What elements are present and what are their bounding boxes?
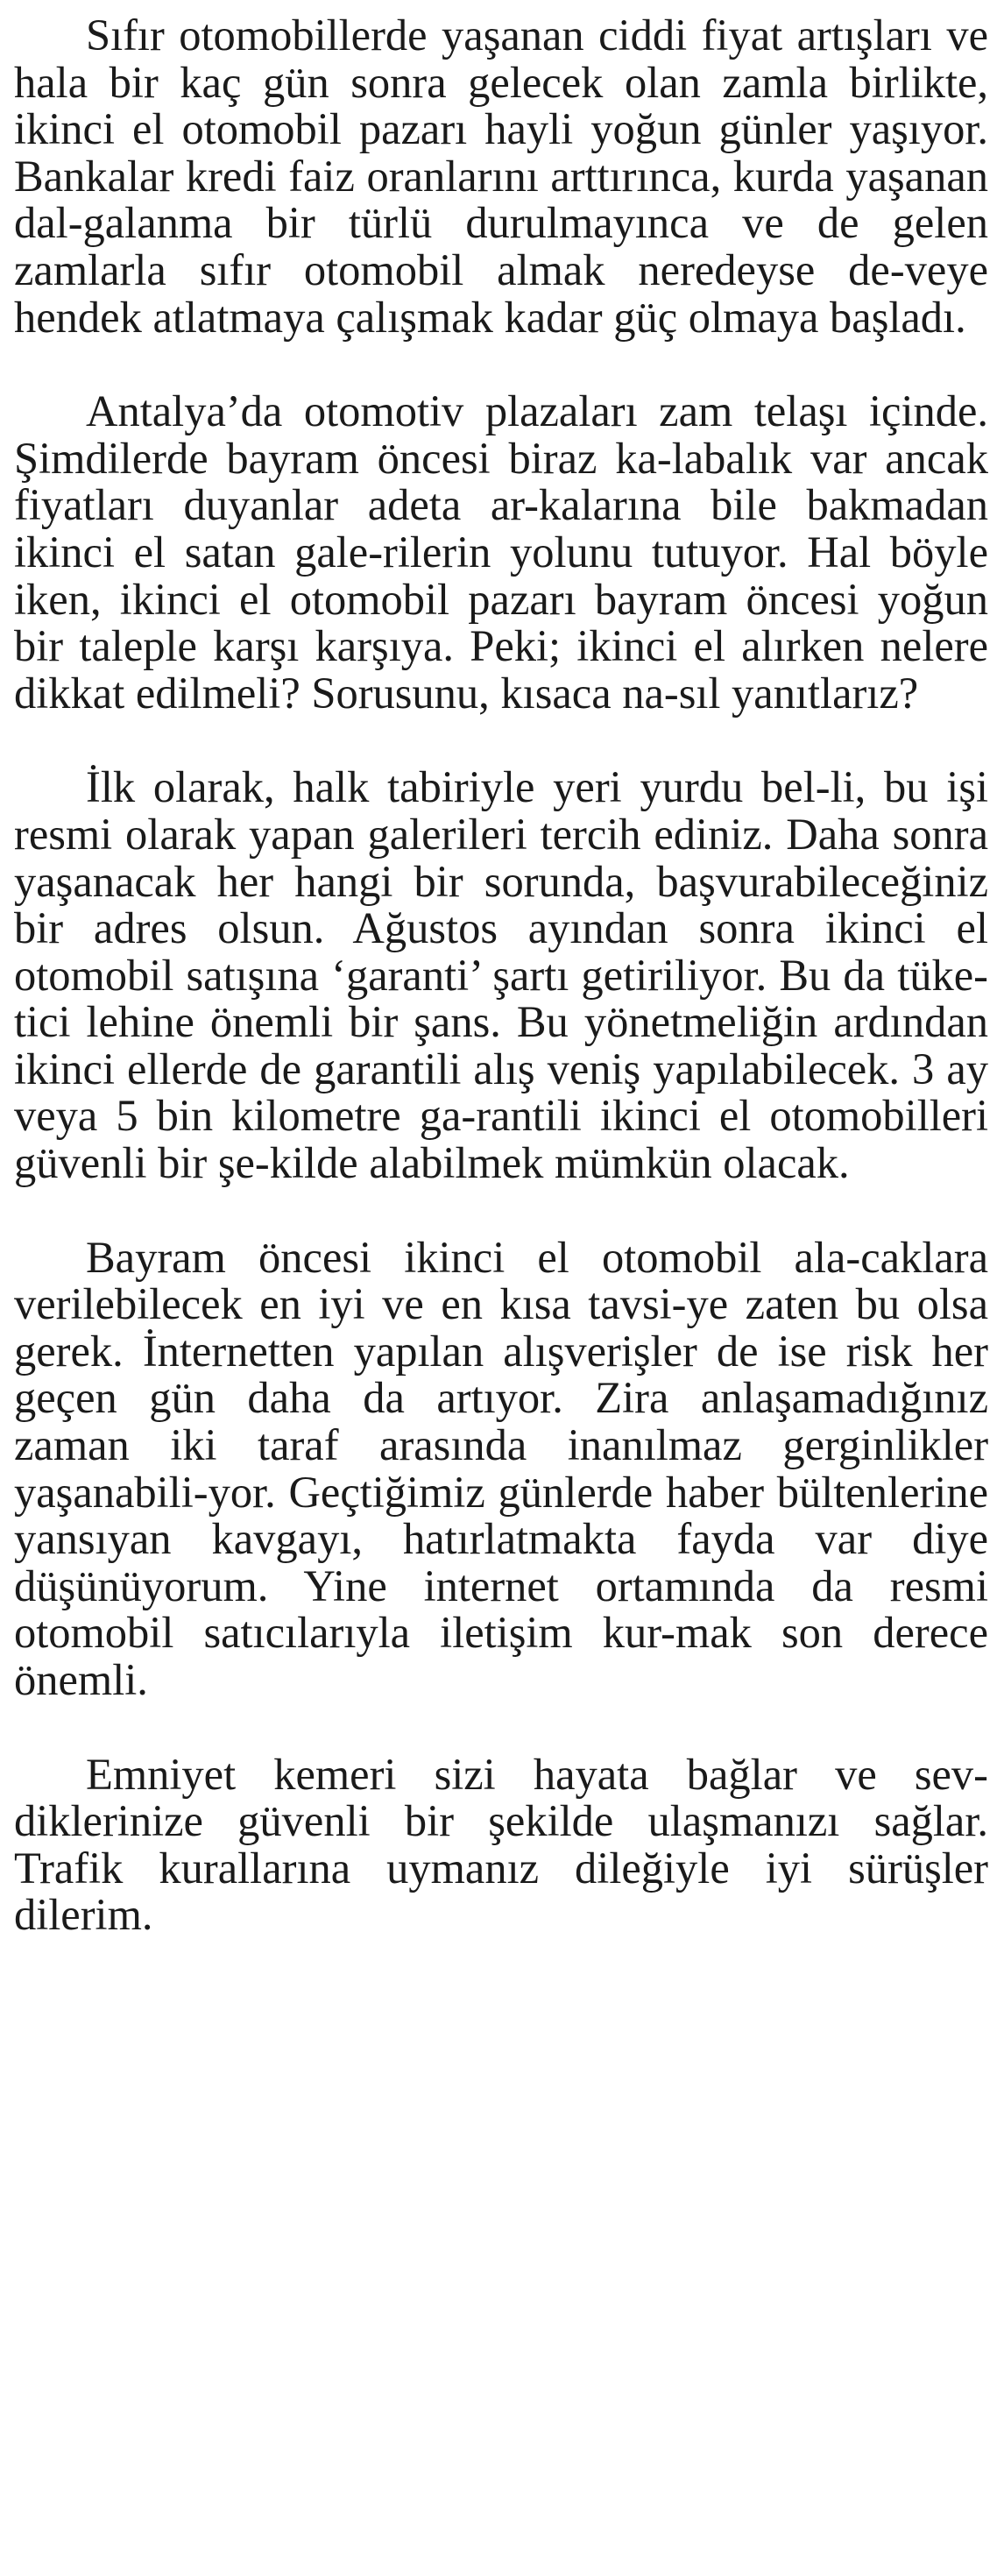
article-line: satışına ‘garanti’ şartı getiriliyor. Bu da tüke- [186,950,988,1000]
article-line: ye zaten bu olsa gerek. İnternetten yapılan [14,1279,988,1376]
article-line: da resmi otomobil satıcılarıyla iletişim kur- [14,1560,988,1658]
article-line: kilde alabilmek mümkün olacak. [269,1138,850,1188]
article-line: Emniyet kemeri sizi hayata bağlar ve sev- [86,1749,988,1799]
article-line: yansıyan kavgayı, hatırlatmakta fayda var [14,1514,873,1564]
article-line: sağlar. Trafik kurallarına uymanız dileğiyle [14,1796,988,1893]
article-line: sorunda, başvurabileceğiniz bir adres olsun. [14,856,989,953]
article-paragraph-3 [14,764,988,1186]
article-line: iyi sürüşler dilerim. [14,1843,988,1940]
article-line: galanma bir türlü durulmayınca ve de gelen [82,198,988,248]
article-line: yapılabilecek. 3 ay veya 5 bin kilometre ga- [14,1044,988,1141]
article-paragraph-5 [14,1749,988,1940]
article-line: caklara verilebilecek en iyi ve en kısa tavsi- [14,1232,988,1329]
article-line: Ağustos ayından sonra ikinci el otomobil [14,903,988,1000]
article-line: diye düşünüyorum. Yine internet ortamında [14,1514,989,1610]
article-line: el otomobil pazarı bayram öncesi yoğun bir [14,574,989,671]
article-line: zamlarla sıfır otomobil almak neredeyse de- [14,244,905,294]
article-line: olan zamla birlikte, ikinci el otomobil pazarı [14,57,989,154]
article-line: nelere dikkat edilmeli? Sorusunu, kısaca na- [14,621,988,718]
article-line: rantili ikinci el otomobilleri güvenli bir şe- [14,1091,989,1188]
article-line: Sıfır otomobillerde yaşanan ciddi fiyat [86,11,783,60]
article-line: artışları ve hala bir kaç gün sonra gelecek [14,11,989,107]
article-line: kalarına bile bakmadan ikinci el satan gale- [14,480,988,577]
article-line: Antalya’da otomotiv plazaları zam telaşı [86,386,848,436]
article-line: mak son derece önemli. [14,1608,988,1704]
article-column [14,12,988,1986]
article-line: labalık var ancak fiyatları duyanlar adeta ar- [14,433,988,530]
article-line: hayli yoğun günler yaşıyor. Bankalar kredi [14,104,988,201]
article-line: veye hendek atlatmaya çalışmak kadar güç [14,244,988,342]
article-line: içinde. Şimdilerde bayram öncesi biraz ka- [14,386,989,483]
article-paragraph-4 [14,1232,989,1704]
article-line: tici lehine önemli bir şans. Bu yönetmeliğin [14,997,818,1047]
article-line: sıl yanıtlarız? [678,668,919,718]
article-line: taleple karşı karşıya. Peki; ikinci el alırken [79,621,865,671]
article-line: faiz oranlarını arttırınca, kurda yaşanan dal- [14,151,988,248]
article-line: ardından ikinci ellerde de garantili alış veniş [14,997,989,1093]
article-line: li, bu işi resmi olarak yapan galerileri tercih [14,762,988,859]
article-line: İlk olarak, halk tabiriyle yeri yurdu bel- [86,762,831,812]
article-line: ediniz. Daha sonra yaşanacak her hangi bir [14,809,989,906]
article-line: Bayram öncesi ikinci el otomobil ala- [86,1232,861,1282]
article-line: alışverişler de ise risk her geçen gün daha da [14,1326,988,1423]
article-line: diklerinize güvenli bir şekilde ulaşmanızı [14,1796,840,1846]
article-paragraph-1 [14,12,988,341]
article-line: yor. Geçtiğimiz günlerde haber bültenlerine [208,1467,988,1517]
article-line: olmaya başladı. [688,292,966,342]
article-paragraph-2 [14,388,988,717]
article-line: arasında inanılmaz gerginlikler yaşanabili- [14,1420,989,1517]
article-line: rilerin yolunu tutuyor. Hal böyle iken, ikinci [14,527,989,624]
article-line: artıyor. Zira anlaşamadığınız zaman iki taraf [14,1373,988,1470]
